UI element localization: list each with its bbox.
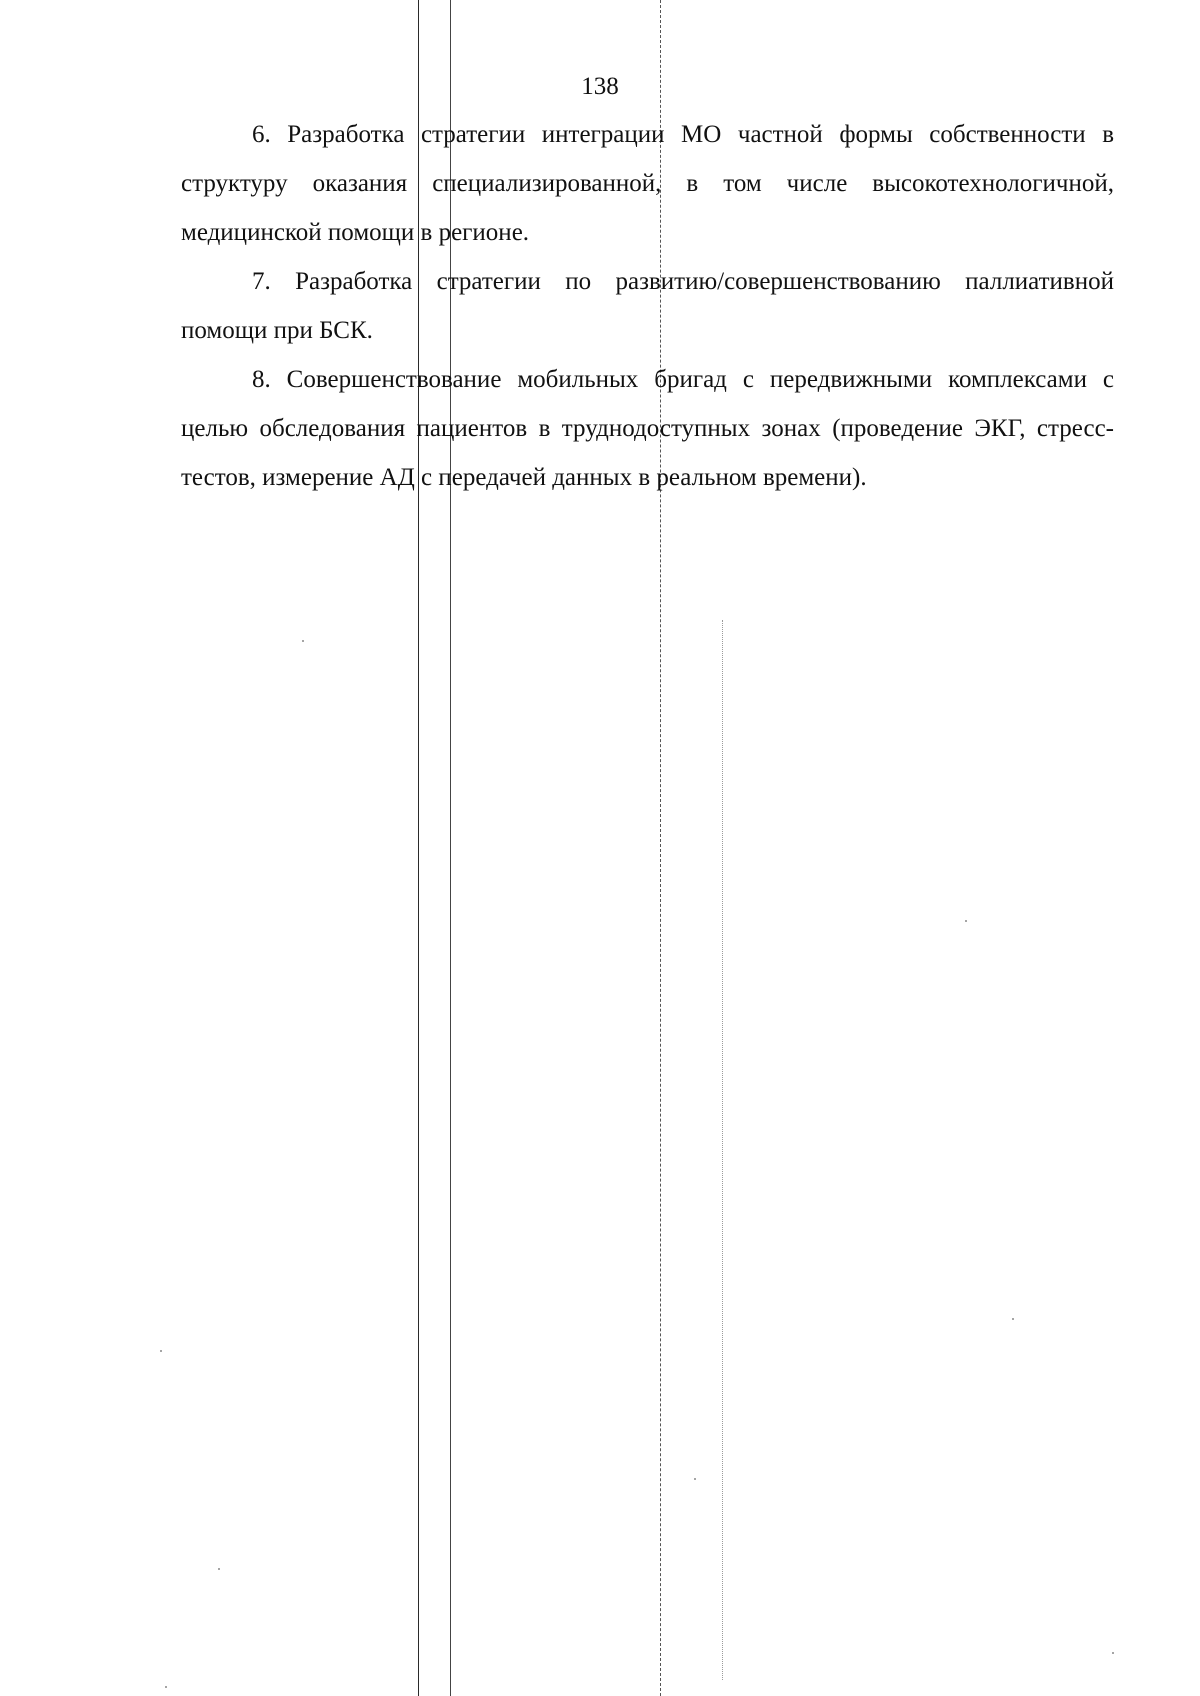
page-number: 138 [581,73,619,100]
scan-speck [694,1478,696,1480]
paragraph-item-6: 6. Разработка стратегии интеграции МО частной формы собственности в структуру оказания специализированной, в том числе высокотехнологичной, медицинской помощи в регионе. [181,121,1114,246]
scan-speck [218,1568,220,1570]
document-body [181,110,1114,502]
scan-speck [302,640,304,642]
scan-artifact-line [722,620,723,1680]
paragraph-item-7: 7. Разработка стратегии по развитию/совершенствованию паллиативной помощи при БСК. [181,268,1114,344]
scan-speck [165,1686,167,1688]
scan-speck [1012,1318,1014,1320]
scan-speck [1112,1652,1114,1654]
scan-speck [965,920,967,922]
paragraph-item-8: 8. Совершенствование мобильных бригад с передвижными комплексами с целью обследования пациентов в труднодоступных зонах (проведение ЭКГ, стресс-тестов, измерение АД с передачей данных в реальном времени). [181,366,1114,491]
scan-speck [160,1350,162,1352]
